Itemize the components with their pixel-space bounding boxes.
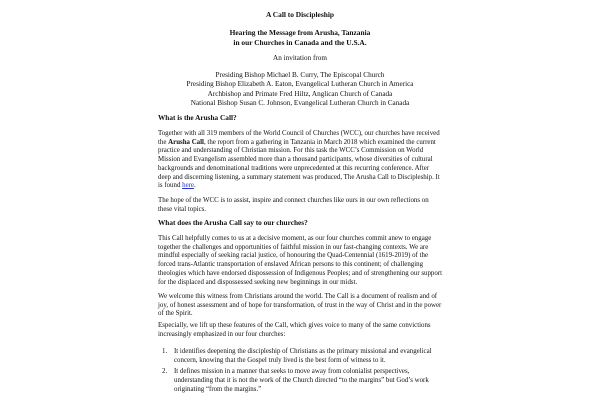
list-item xyxy=(158,348,442,365)
section1-paragraph-2: The hope of the WCC is to assist, inspire and connect churches like ours in our own reflections on these vital topics. xyxy=(158,197,429,213)
invitation-line: An invitation from xyxy=(273,54,327,62)
s1p1-text-end: . xyxy=(193,182,196,190)
list-item-text: It defines mission in a manner that seeks to move away from colonialist perspectives, understanding that it is not the work of the Church directed “to the margins” but God’s work originating “from the margins.” xyxy=(174,368,429,393)
signatory-hiltz: Archbishop and Primate Fred Hiltz, Anglican Church of Canada xyxy=(207,89,393,98)
document-subtitle xyxy=(0,28,600,47)
subtitle-line-1: Hearing the Message from Arusha, Tanzania xyxy=(229,28,371,37)
section2-paragraph-2: We welcome this witness from Christians around the world. The Call is a document of realism and of joy, of honest assessment and of hope for transformation, of trust in the way of Christ and in the power of the Spirit. xyxy=(158,293,442,318)
list-item-number: 1. xyxy=(162,348,168,355)
here-link[interactable]: here xyxy=(182,182,194,190)
document-title: A Call to Discipleship xyxy=(266,10,334,19)
signatory-johnson: National Bishop Susan C. Johnson, Evangelical Lutheran Church in Canada xyxy=(190,98,410,107)
features-list xyxy=(158,348,442,398)
subtitle-line-2: in our Churches in Canada and the U.S.A. xyxy=(233,37,367,47)
section1-paragraph-1 xyxy=(158,130,442,191)
section2-paragraph-3: Especially, we lift up these features of the Call, which gives voice to many of the same convictions increasingly emphasized in our four churches: xyxy=(158,322,431,338)
signatory-curry: Presiding Bishop Michael B. Curry, The Episcopal Church xyxy=(215,71,385,79)
section2-paragraph-1: This Call helpfully comes to us at a decisive moment, as our four churches commit anew to engage together the challenges and opportunities of faithful mission in our fast-changing contexts. We are mindful especially of seeking racial justice, of honouring the Quad-Centennial (1619-2019) of the forced trans-Atlantic transportation of enslaved African persons to this continent; of challenging theologies which have endorsed dispossession of Indigenous Peoples; and of strengthening our support for the displaced and dispossessed seeking new beginnings in our midst. xyxy=(158,235,443,286)
section-heading-what-is: What is the Arusha Call? xyxy=(158,113,237,122)
arusha-call-bold: Arusha Call xyxy=(168,138,204,146)
list-item xyxy=(158,368,442,394)
list-item-number: 2. xyxy=(162,368,168,376)
s1p1-text-b: , the report from a gathering in Tanzania in March 2018 which examined the current practice and understanding of Christian mission. For this task the WCC’s Commission on World Mission and Evangelism assembled more than a thousand participants, whose diversities of cultural backgrounds and denominational traditions were unprecedented at this recurring conference. After deep and discerning listening, a summary statement was produced, The Arusha Call to Discipleship. It is found xyxy=(158,138,440,190)
signatories-block xyxy=(0,71,600,108)
s1p1-text-a: Together with all 319 members of the World Council of Churches (WCC), our churches have received the xyxy=(158,130,440,146)
section-heading-what-does: What does the Arusha Call say to our churches? xyxy=(158,218,308,227)
signatory-eaton: Presiding Bishop Elizabeth A. Eaton, Evangelical Lutheran Church in America xyxy=(186,80,414,89)
list-item-text: It identifies deepening the discipleship of Christians as the primary missional and evangelical concern, knowing that the Gospel truly lived is the best form of witness to it. xyxy=(174,348,432,364)
